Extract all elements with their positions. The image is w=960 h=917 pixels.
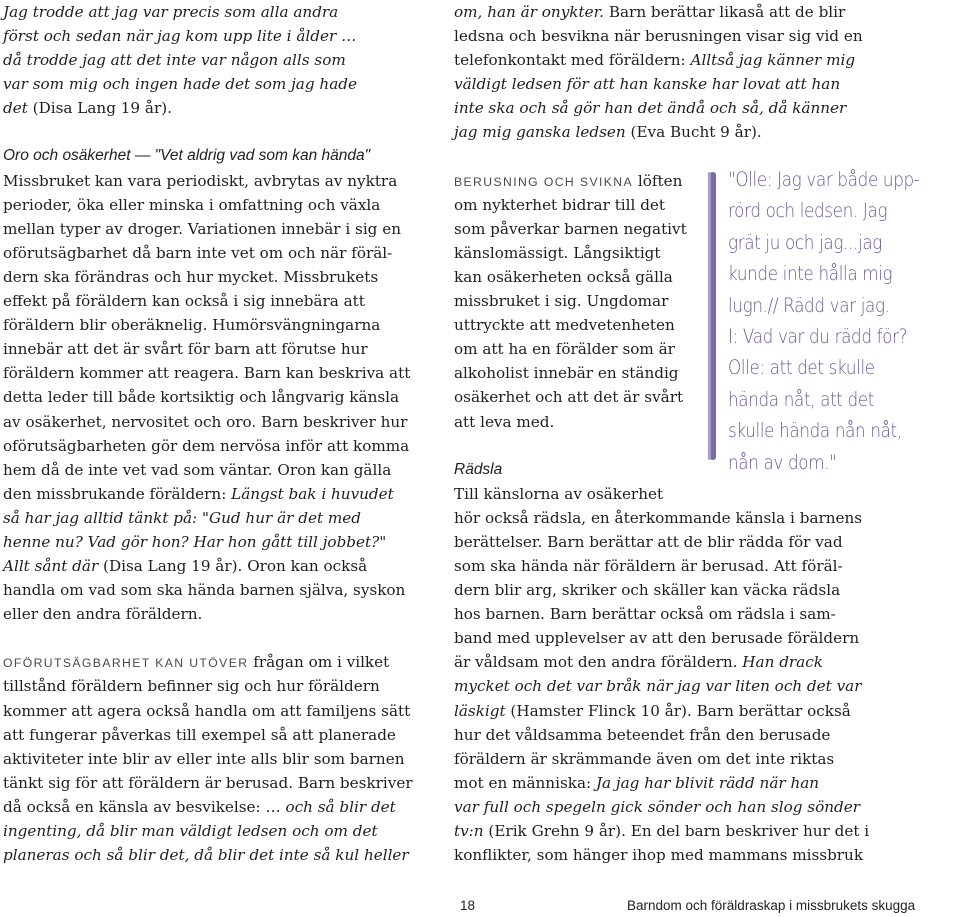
- pull-quote-line: grät ju och jag...jag: [728, 230, 882, 254]
- page-number: 18: [460, 898, 476, 913]
- pull-quote-bar: [710, 172, 716, 460]
- quote-line: henne nu? Vad gör hon? Har hon gått till jobbet?": [3, 532, 387, 551]
- body-line: telefonkontakt med föräldern: Alltså jag känner mig: [454, 51, 856, 70]
- body-line: uttryckte att medvetenheten: [454, 316, 675, 335]
- pull-quote-line: Olle: att det skulle: [728, 356, 875, 380]
- body-line: konflikter, som hänger ihop med mammans missbruk: [454, 846, 864, 865]
- body-line: berättelser. Barn berättar att de blir rädda för vad: [454, 532, 843, 551]
- body-line: läskigt (Hamster Flinck 10 år). Barn berättar också: [454, 701, 851, 720]
- body-line: innebär att det är svårt för barn att förutse hur: [3, 340, 368, 359]
- section-heading-oro: Oro och osäkerhet — "Vet aldrig vad som kan hända": [3, 147, 371, 165]
- intro-quote-line: Jag trodde att jag var precis som alla andra: [3, 3, 339, 21]
- body-line: BERUSNING OCH SVIKNA löften: [454, 171, 683, 190]
- pull-quote-line: "Olle: Jag var både upp-: [728, 168, 920, 191]
- body-line: alkoholist innebär en ständig: [454, 364, 679, 383]
- body-line: detta leder till både kortsiktig och långvarig känsla: [3, 388, 400, 407]
- intro-quote-line: det (Disa Lang 19 år).: [3, 99, 172, 118]
- body-line: Allt sånt där (Disa Lang 19 år). Oron kan också: [3, 557, 368, 576]
- body-line: om att ha en förälder som är: [454, 340, 675, 359]
- body-line: hos barnen. Barn berättar också om rädsla i sam-: [454, 605, 836, 624]
- body-line: av osäkerhet, nervositet och oro. Barn beskriver hur: [3, 412, 408, 431]
- body-line: effekt på föräldern kan också i sig innebära att: [3, 292, 365, 311]
- body-line: kommer att agera också handla om att familjens sätt: [3, 701, 411, 720]
- section-heading-radsla: Rädsla: [454, 460, 503, 478]
- body-line: perioder, öka eller minska i omfattning och växla: [3, 195, 381, 214]
- body-line: hör också rädsla, en återkommande känsla i barnens: [454, 508, 863, 527]
- pull-quote-line: rörd och ledsen. Jag: [728, 199, 888, 223]
- body-line: Till känslorna av osäkerhet: [454, 484, 664, 503]
- body-line: jag mig ganska ledsen (Eva Bucht 9 år).: [454, 123, 762, 142]
- body-line: är våldsam mot den andra föräldern. Han drack: [454, 653, 823, 672]
- body-line: ledsna och besvikna när berusningen visar sig vid en: [454, 27, 863, 46]
- body-line: OFÖRUTSÄGBARHET KAN UTÖVER frågan om i vilket: [3, 653, 390, 672]
- pull-quote-line: skulle hända nån nåt,: [728, 419, 902, 443]
- body-line: om, han är onykter. Barn berättar likaså att de blir: [454, 3, 846, 21]
- body-line: aktiviteter inte blir av eller inte alls blir som barnen: [3, 749, 405, 768]
- intro-quote-line: var som mig och ingen hade det som jag hade: [3, 75, 357, 94]
- body-line: band med upplevelser av att den berusade föräldern: [454, 629, 860, 648]
- quote-line: mycket och det var bråk när jag var liten och det var: [454, 677, 862, 696]
- body-line: känslomässigt. Långsiktigt: [454, 243, 661, 262]
- quote-line: ingenting, då blir man väldigt ledsen och om det: [3, 822, 378, 840]
- body-line: handla om vad som ska hända barnen själva, syskon: [3, 581, 406, 600]
- body-line: mellan typer av droger. Variationen innebär i sig en: [3, 219, 402, 238]
- quote-line: planeras och så blir det, då blir det inte så kul heller: [3, 846, 409, 865]
- intro-quote-line: då trodde jag att det inte var någon alls som: [3, 51, 346, 70]
- body-line: dern ska förändras och hur mycket. Missbrukets: [3, 267, 379, 286]
- intro-quote-source: (Disa Lang 19 år).: [27, 99, 172, 118]
- body-line: föräldern blir oberäknelig. Humörsvängningarna: [3, 316, 381, 335]
- body-line: då också en känsla av besvikelse: … och så blir det: [3, 797, 396, 816]
- pull-quote-line: nån av dom.": [728, 450, 837, 474]
- section-heading-oforutsagbarhet: OFÖRUTSÄGBARHET KAN UTÖVER: [3, 656, 249, 671]
- body-line: oförutsägbarheten gör dem nervösa inför att komma: [3, 436, 410, 455]
- quote-line: väldigt ledsen för att han kanske har lovat att han: [454, 75, 841, 94]
- body-line: oförutsägbarhet då barn inte vet om och när föräl-: [3, 243, 393, 262]
- left-column: [3, 0, 423, 867]
- body-line: föräldern är skrämmande även om det inte riktas: [454, 749, 835, 768]
- quote-line: så har jag alltid tänkt på: "Gud hur är det med: [3, 508, 361, 527]
- body-line: att fungerar påverkas till exempel så att planerade: [3, 725, 396, 744]
- pull-quote-line: I: Vad var du rädd för?: [728, 324, 908, 348]
- body-line: den missbrukande föräldern: Längst bak i huvudet: [3, 484, 394, 503]
- body-line: kan osäkerheten också gälla: [454, 267, 673, 286]
- pull-quote: [728, 164, 960, 478]
- quote-line: var full och spegeln gick sönder och han slog sönder: [454, 797, 860, 816]
- body-line: som påverkar barnen negativt: [454, 219, 687, 238]
- pull-quote-line: hända nåt, att det: [728, 387, 875, 411]
- body-line: tänkt sig för att föräldern är berusad. Barn beskriver: [3, 773, 413, 792]
- quote-line: inte ska och så gör han det ändå och så, då känner: [454, 99, 847, 118]
- body-line: Missbruket kan vara periodiskt, avbrytas av nyktra: [3, 171, 398, 190]
- pull-quote-line: lugn.// Rädd var jag.: [728, 293, 890, 317]
- body-line: om nykterhet bidrar till det: [454, 195, 666, 214]
- body-line: tillstånd föräldern befinner sig och hur föräldern: [3, 677, 380, 696]
- body-line: föräldern kommer att reagera. Barn kan beskriva att: [3, 364, 411, 383]
- body-line: mot en människa: Ja jag har blivit rädd när han: [454, 773, 820, 792]
- body-line: tv:n (Erik Grehn 9 år). En del barn beskriver hur det i: [454, 822, 870, 840]
- body-line: missbruket i sig. Ungdomar: [454, 292, 669, 311]
- body-line: dern blir arg, skriker och skäller kan väcka rädsla: [454, 581, 841, 600]
- body-line: hur det våldsamma beteendet från den berusade: [454, 725, 831, 744]
- body-line: osäkerhet och att det är svårt: [454, 388, 684, 407]
- pull-quote-line: kunde inte hålla mig: [728, 262, 893, 286]
- intro-quote-line: först och sedan när jag kom upp lite i ålder …: [3, 27, 357, 46]
- section-heading-berusning: BERUSNING OCH SVIKNA: [454, 174, 634, 189]
- book-title: Barndom och föräldraskap i missbrukets skugga: [627, 898, 916, 913]
- body-line: hem då de inte vet vad som väntar. Oron kan gälla: [3, 460, 392, 479]
- body-line: eller den andra föräldern.: [3, 605, 203, 624]
- body-line: som ska hända när föräldern är berusad. Att föräl-: [454, 556, 843, 575]
- body-line: att leva med.: [454, 412, 555, 431]
